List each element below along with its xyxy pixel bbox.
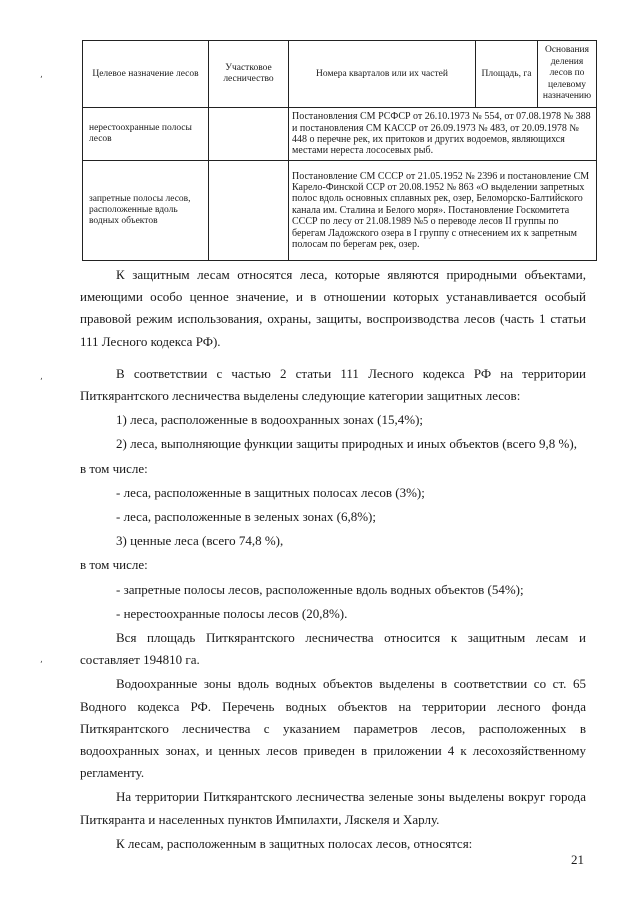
paragraph: К защитным лесам относятся леса, которые являются природными объектами, имеющими особо ценное значение, и в отношении которых устанавливается особый правовой режим использования, охраны, защиты, воспроизводства лесов (часть 1 статьи 111 Лесного кодекса РФ). xyxy=(80,267,586,349)
header-basis: Основания деления лесов по целевому назначению xyxy=(538,41,597,108)
list-item: - нерестоохранные полосы лесов (20,8%). xyxy=(116,605,348,621)
header-quarters: Номера кварталов или их частей xyxy=(289,41,476,108)
table-row xyxy=(83,108,597,161)
cell-district xyxy=(209,161,289,261)
list-caption: в том числе: xyxy=(80,460,148,476)
list-item: 3) ценные леса (всего 74,8 %), xyxy=(116,533,284,549)
cell-purpose: запретные полосы лесов, расположенные вдоль водных объектов xyxy=(83,161,209,261)
header-area: Площадь, га xyxy=(476,41,538,108)
list-item: - леса, расположенные в защитных полосах лесов (3%); xyxy=(116,484,425,500)
cell-docs: Постановление СМ СССР от 21.05.1952 № 2396 и постановление СМ Карело-Финской ССР от 20.08.1952 № 863 «О выделении запретных полос вдоль основных сплавных рек, озер, Беломорско-Балтийского канала им. Сталина и Белого моря». Постановление Госкомитета СССР по лесу от 21.08.1989 №5 о переводе лесов II группы по берегам Ладожского озера в I группу с отнесением их к запретным полосам по берегам рек, озер. xyxy=(289,161,597,261)
list-caption: в том числе: xyxy=(80,557,148,573)
list-item: - леса, расположенные в зеленых зонах (6,8%); xyxy=(116,509,376,525)
cell-district xyxy=(209,108,289,161)
margin-mark: , xyxy=(40,372,43,382)
paragraph: Водоохранные зоны вдоль водных объектов выделены в соответствии со ст. 65 Водного кодекса РФ. Перечень водных объектов на территории лесного фонда Питкярантского лесничества с указанием параметров лесов, расположенных в водоохранных зонах, и ценных лесов приведен в приложении 4 к лесохозяйственному регламенту. xyxy=(80,676,586,781)
table-row xyxy=(83,161,597,261)
header-purpose: Целевое назначение лесов xyxy=(83,41,209,108)
paragraph: На территории Питкярантского лесничества зеленые зоны выделены вокруг города Питкяранта и населенных пунктов Импилахти, Ляскеля и Харлу. xyxy=(80,789,586,827)
body-text xyxy=(80,264,586,857)
forest-purpose-table xyxy=(82,40,597,261)
margin-mark: , xyxy=(40,655,43,665)
list-item: - запретные полосы лесов, расположенные вдоль водных объектов (54%); xyxy=(116,581,524,597)
margin-mark: , xyxy=(40,70,43,80)
paragraph: В соответствии с частью 2 статьи 111 Лесного кодекса РФ на территории Питкярантского лесничества выделены следующие категории защитных лесов: xyxy=(80,365,586,404)
cell-purpose: нерестоохранные полосы лесов xyxy=(83,108,209,161)
paragraph: Вся площадь Питкярантского лесничества относится к защитным лесам и составляет 194810 га. xyxy=(80,630,586,668)
list-item: 2) леса, выполняющие функции защиты природных и иных объектов (всего 9,8 %), xyxy=(116,436,577,452)
page-number: 21 xyxy=(571,852,584,867)
table-header-row xyxy=(83,41,597,108)
list-item: 1) леса, расположенные в водоохранных зонах (15,4%); xyxy=(116,412,424,428)
header-district: Участковое лесничество xyxy=(209,41,289,108)
paragraph: К лесам, расположенным в защитных полосах лесов, относятся: xyxy=(116,835,473,851)
cell-docs: Постановления СМ РСФСР от 26.10.1973 № 554, от 07.08.1978 № 388 и постановления СМ КАССР от 26.09.1973 № 483, от 20.09.1978 № 448 о перечне рек, их притоков и других водоемов, являющихся местами нереста лососевых рыб. xyxy=(289,108,597,161)
